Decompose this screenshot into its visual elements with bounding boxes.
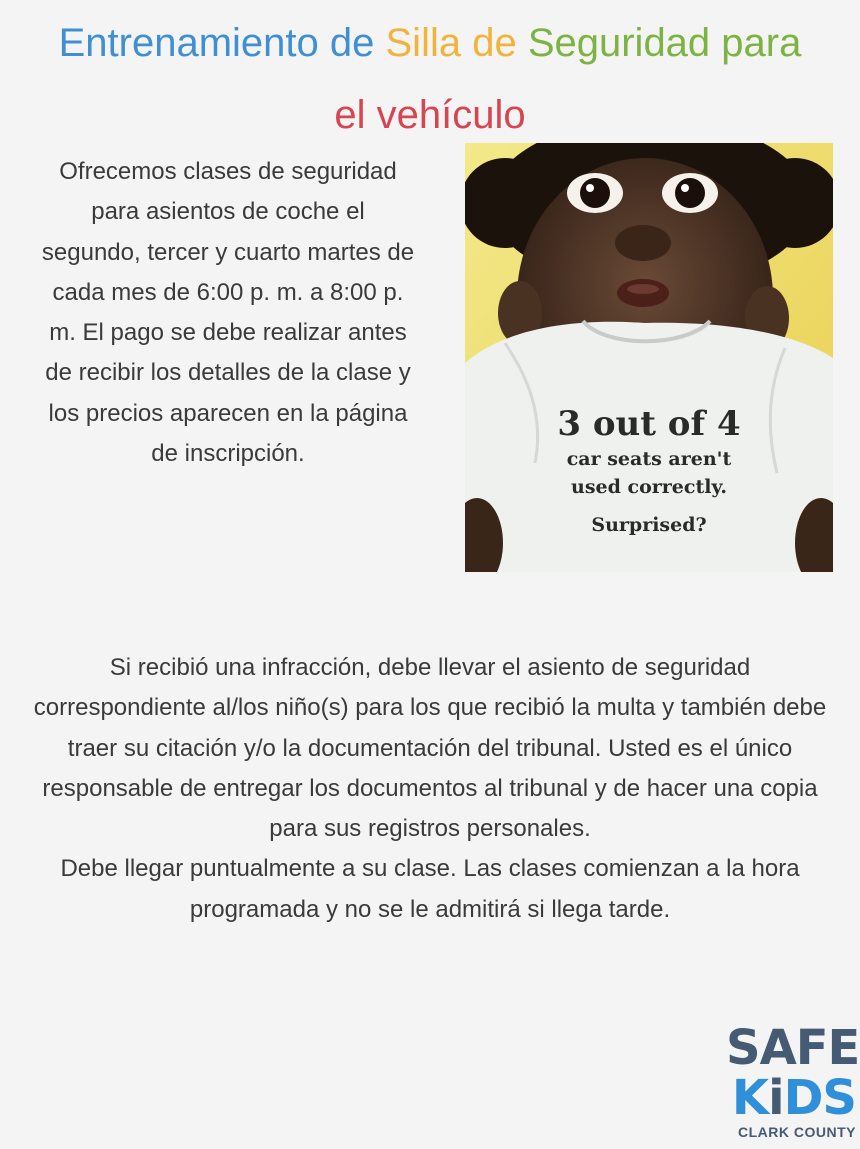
page-title-line-2 — [0, 86, 860, 144]
logo-kids-text — [726, 1070, 856, 1126]
shirt-line-2: car seats aren't — [566, 448, 732, 470]
title-part-safety: Seguridad para — [527, 21, 802, 65]
shirt-line-4: Surprised? — [591, 514, 707, 536]
logo-kids-i: i — [768, 1070, 784, 1126]
intro-paragraph: Ofrecemos clases de seguridad para asientos de coche el segundo, tercer y cuarto martes de cada mes de 6:00 p. m. a 8:00 p. m. El pago se debe realizar antes de recibir los detalles de la clase y los precios aparecen en la página de inscripción. — [41, 158, 415, 468]
safe-kids-logo — [726, 1020, 860, 1145]
punctuality-paragraph: Debe llegar puntualmente a su clase. Las clases comienzan a la hora programada y no se le admitirá si llega tarde. — [60, 855, 800, 923]
page-title-line-1 — [0, 14, 860, 72]
logo-clark-county-text: CLARK COUNTY — [738, 1124, 856, 1140]
title-part-training: Entrenamiento de — [58, 21, 386, 65]
logo-kids-ds: DS — [783, 1070, 856, 1126]
logo-safe-text: SAFE — [726, 1020, 860, 1076]
infraction-paragraph: Si recibió una infracción, debe llevar el asiento de seguridad correspondiente al/los niño(s) para los que recibió la multa y también debe traer su citación y/o la documentación del tribunal. Usted es el único responsable de entregar los documentos al tribunal y de hacer una copia para sus registros personales. — [33, 654, 827, 843]
logo-kids-k: K — [731, 1070, 769, 1126]
citation-instructions — [30, 648, 830, 930]
baby-photo — [465, 143, 833, 572]
shirt-line-1: 3 out of 4 — [557, 404, 741, 444]
title-part-seat: Silla de — [385, 21, 528, 65]
title-part-vehicle: el vehículo — [334, 93, 526, 137]
shirt-line-3: used correctly. — [571, 476, 727, 498]
